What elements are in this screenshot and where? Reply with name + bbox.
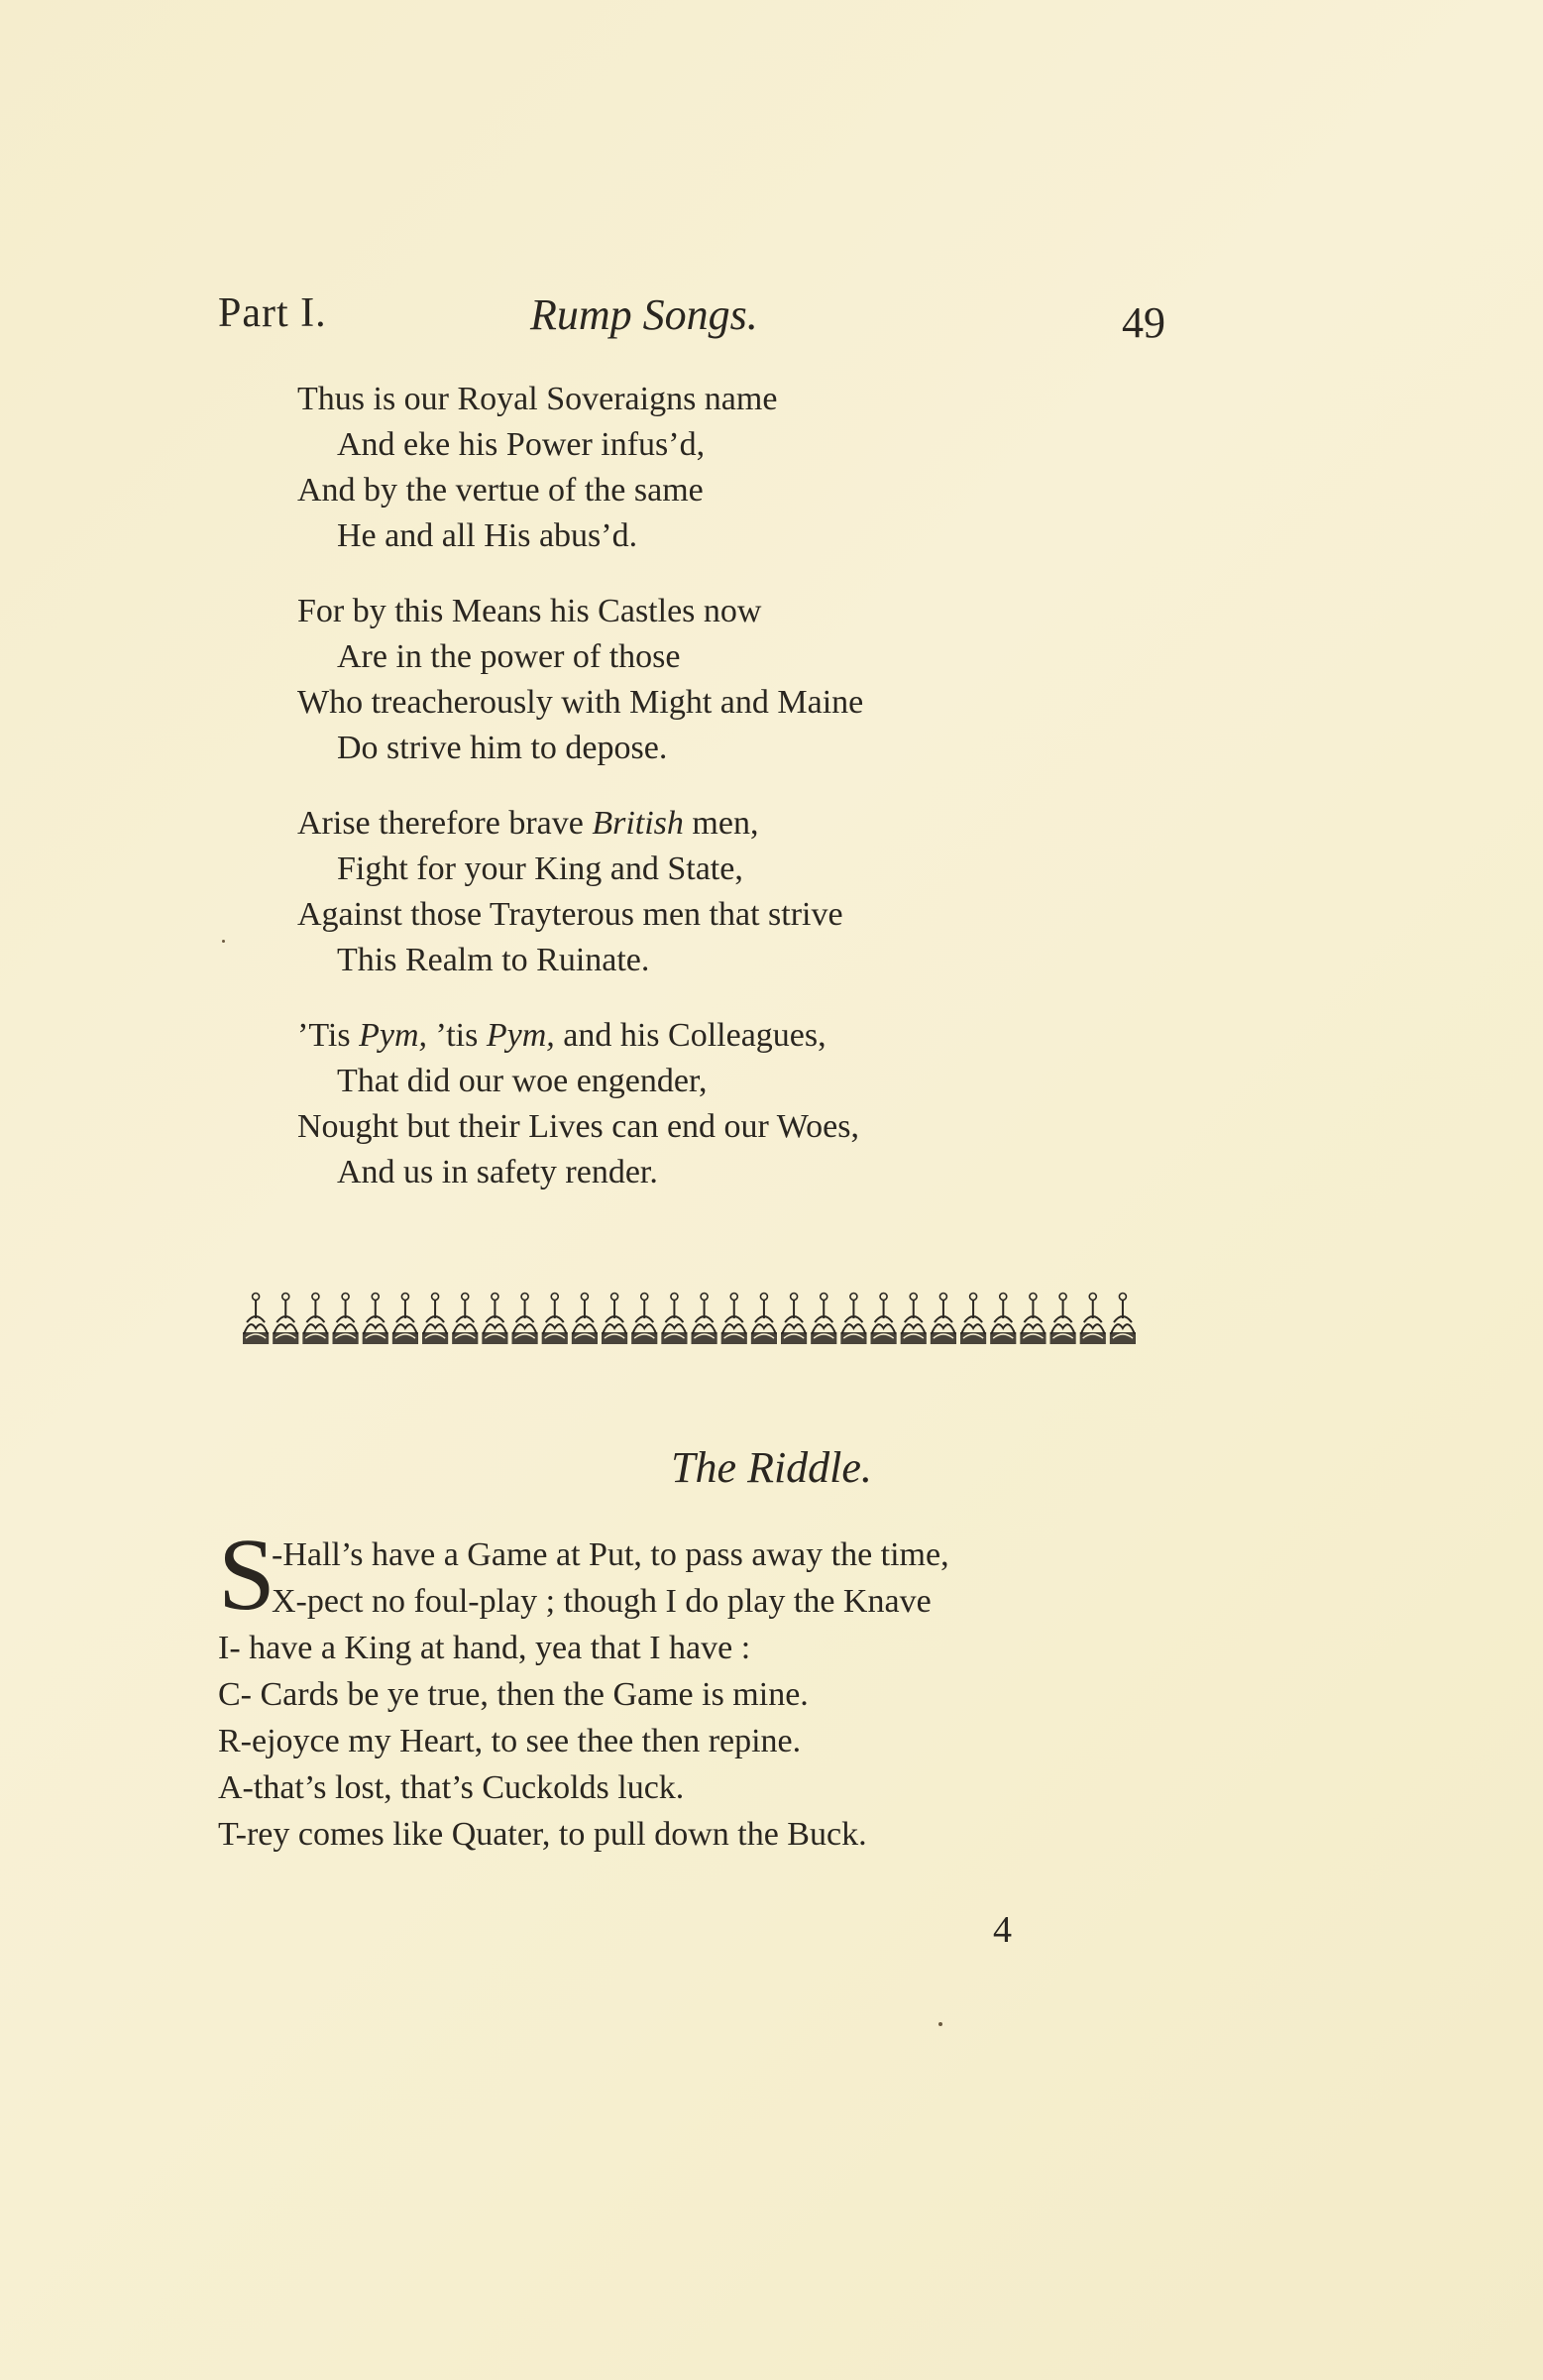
riddle-line: C- Cards be ye true, then the Game is mine. [218, 1676, 809, 1713]
ornament-band [241, 1289, 1138, 1348]
verse-line [297, 1150, 1189, 1195]
fleuron-icon [931, 1294, 956, 1345]
fleuron-icon [871, 1294, 897, 1345]
fleuron-icon [692, 1294, 717, 1345]
verse-text: And eke his Power infus’d, [337, 426, 706, 463]
verse-line [297, 513, 1189, 559]
fleuron-icon [781, 1294, 807, 1345]
riddle-line: I- have a King at hand, yea that I have : [218, 1630, 751, 1666]
fleuron-icon [392, 1294, 418, 1345]
fleuron-icon [422, 1294, 448, 1345]
verse-text: Who treacherously with Might and Maine [297, 684, 864, 721]
fleuron-icon [1020, 1294, 1046, 1345]
verse-text: He and all His abus’d. [337, 517, 638, 554]
italic-word: Pym, [359, 1017, 427, 1054]
verse-line [297, 938, 1189, 983]
verse-text: Thus is our Royal Soveraigns name [297, 381, 778, 417]
verse-line [297, 422, 1189, 468]
verse-line [297, 1104, 1189, 1150]
fleuron-icon [1080, 1294, 1106, 1345]
dropcap-block [218, 1518, 1169, 1632]
verse-text: Arise therefore brave [297, 805, 593, 842]
riddle-line: X-pect no foul-play ; though I do play the Knave [272, 1583, 932, 1620]
verse-line [297, 589, 1189, 634]
verse-line [297, 680, 1189, 726]
fleuron-icon [840, 1294, 866, 1345]
verse-text: ’Tis [297, 1017, 360, 1054]
verse-text: Fight for your King and State, [337, 850, 743, 887]
running-title: Rump Songs. [530, 290, 758, 339]
fleuron-icon [1110, 1294, 1136, 1345]
verse-text: And us in safety render. [337, 1154, 658, 1190]
riddle-line: T-rey comes like Quater, to pull down the Buck. [218, 1816, 867, 1853]
fleuron-icon [960, 1294, 986, 1345]
riddle-line: A-that’s lost, that’s Cuckolds luck. [218, 1769, 685, 1806]
fleuron-icon [901, 1294, 927, 1345]
verse-text: Nought but their Lives can end our Woes, [297, 1108, 859, 1145]
verse-line [297, 801, 1189, 847]
drop-capital: S [218, 1518, 276, 1632]
poem-stanzas [297, 377, 1189, 1225]
verse-line [297, 1059, 1189, 1104]
fleuron-icon [452, 1294, 478, 1345]
italic-word: British [592, 805, 684, 842]
fleuron-icon [243, 1294, 269, 1345]
verse-line [297, 377, 1189, 422]
fleuron-icon [751, 1294, 777, 1345]
verse-text: and his Colleagues, [554, 1017, 827, 1054]
verse-text: That did our woe engender, [337, 1063, 708, 1099]
paper-speck [222, 940, 225, 943]
signature-mark: 4 [993, 1909, 1012, 1951]
fleuron-icon [302, 1294, 328, 1345]
fleuron-icon [661, 1294, 687, 1345]
verse-text: Against those Trayterous men that strive [297, 896, 843, 933]
verse-text: men, [683, 805, 759, 842]
verse-line [297, 726, 1189, 771]
fleuron-icon [631, 1294, 657, 1345]
fleuron-icon [333, 1294, 359, 1345]
fleuron-icon [512, 1294, 538, 1345]
stanza [297, 1013, 1189, 1195]
running-header [218, 289, 1165, 349]
riddle-title: The Riddle. [671, 1443, 872, 1492]
fleuron-icon [542, 1294, 568, 1345]
verse-line [297, 634, 1189, 680]
riddle-line: R-ejoyce my Heart, to see thee then repine. [218, 1723, 802, 1759]
verse-text: Are in the power of those [337, 638, 681, 675]
verse-line [297, 1013, 1189, 1059]
verse-line [297, 892, 1189, 938]
fleuron-icon [363, 1294, 388, 1345]
fleuron-icon [1050, 1294, 1076, 1345]
paper-speck [938, 2022, 942, 2026]
verse-text: ’tis [427, 1017, 487, 1054]
stanza [297, 377, 1189, 559]
verse-text: For by this Means his Castles now [297, 593, 762, 629]
italic-word: Pym, [486, 1017, 555, 1054]
stanza [297, 589, 1189, 771]
verse-line [297, 847, 1189, 892]
riddle-lines [218, 1625, 1169, 1858]
fleuron-icon [482, 1294, 507, 1345]
fleuron-icon [273, 1294, 298, 1345]
fleuron-icon [572, 1294, 598, 1345]
fleuron-icon [811, 1294, 836, 1345]
stanza [297, 801, 1189, 983]
riddle-line: -Hall’s have a Game at Put, to pass away the time, [272, 1536, 949, 1573]
verse-line [297, 468, 1189, 513]
verse-text: Do strive him to depose. [337, 730, 668, 766]
fleuron-icon [721, 1294, 747, 1345]
verse-text: And by the vertue of the same [297, 472, 704, 509]
page-number: 49 [1122, 298, 1165, 347]
riddle-poem [218, 1518, 1169, 1858]
fleuron-icon [990, 1294, 1016, 1345]
part-label: Part I. [218, 290, 327, 336]
fleuron-icon [602, 1294, 627, 1345]
verse-text: This Realm to Ruinate. [337, 942, 650, 978]
